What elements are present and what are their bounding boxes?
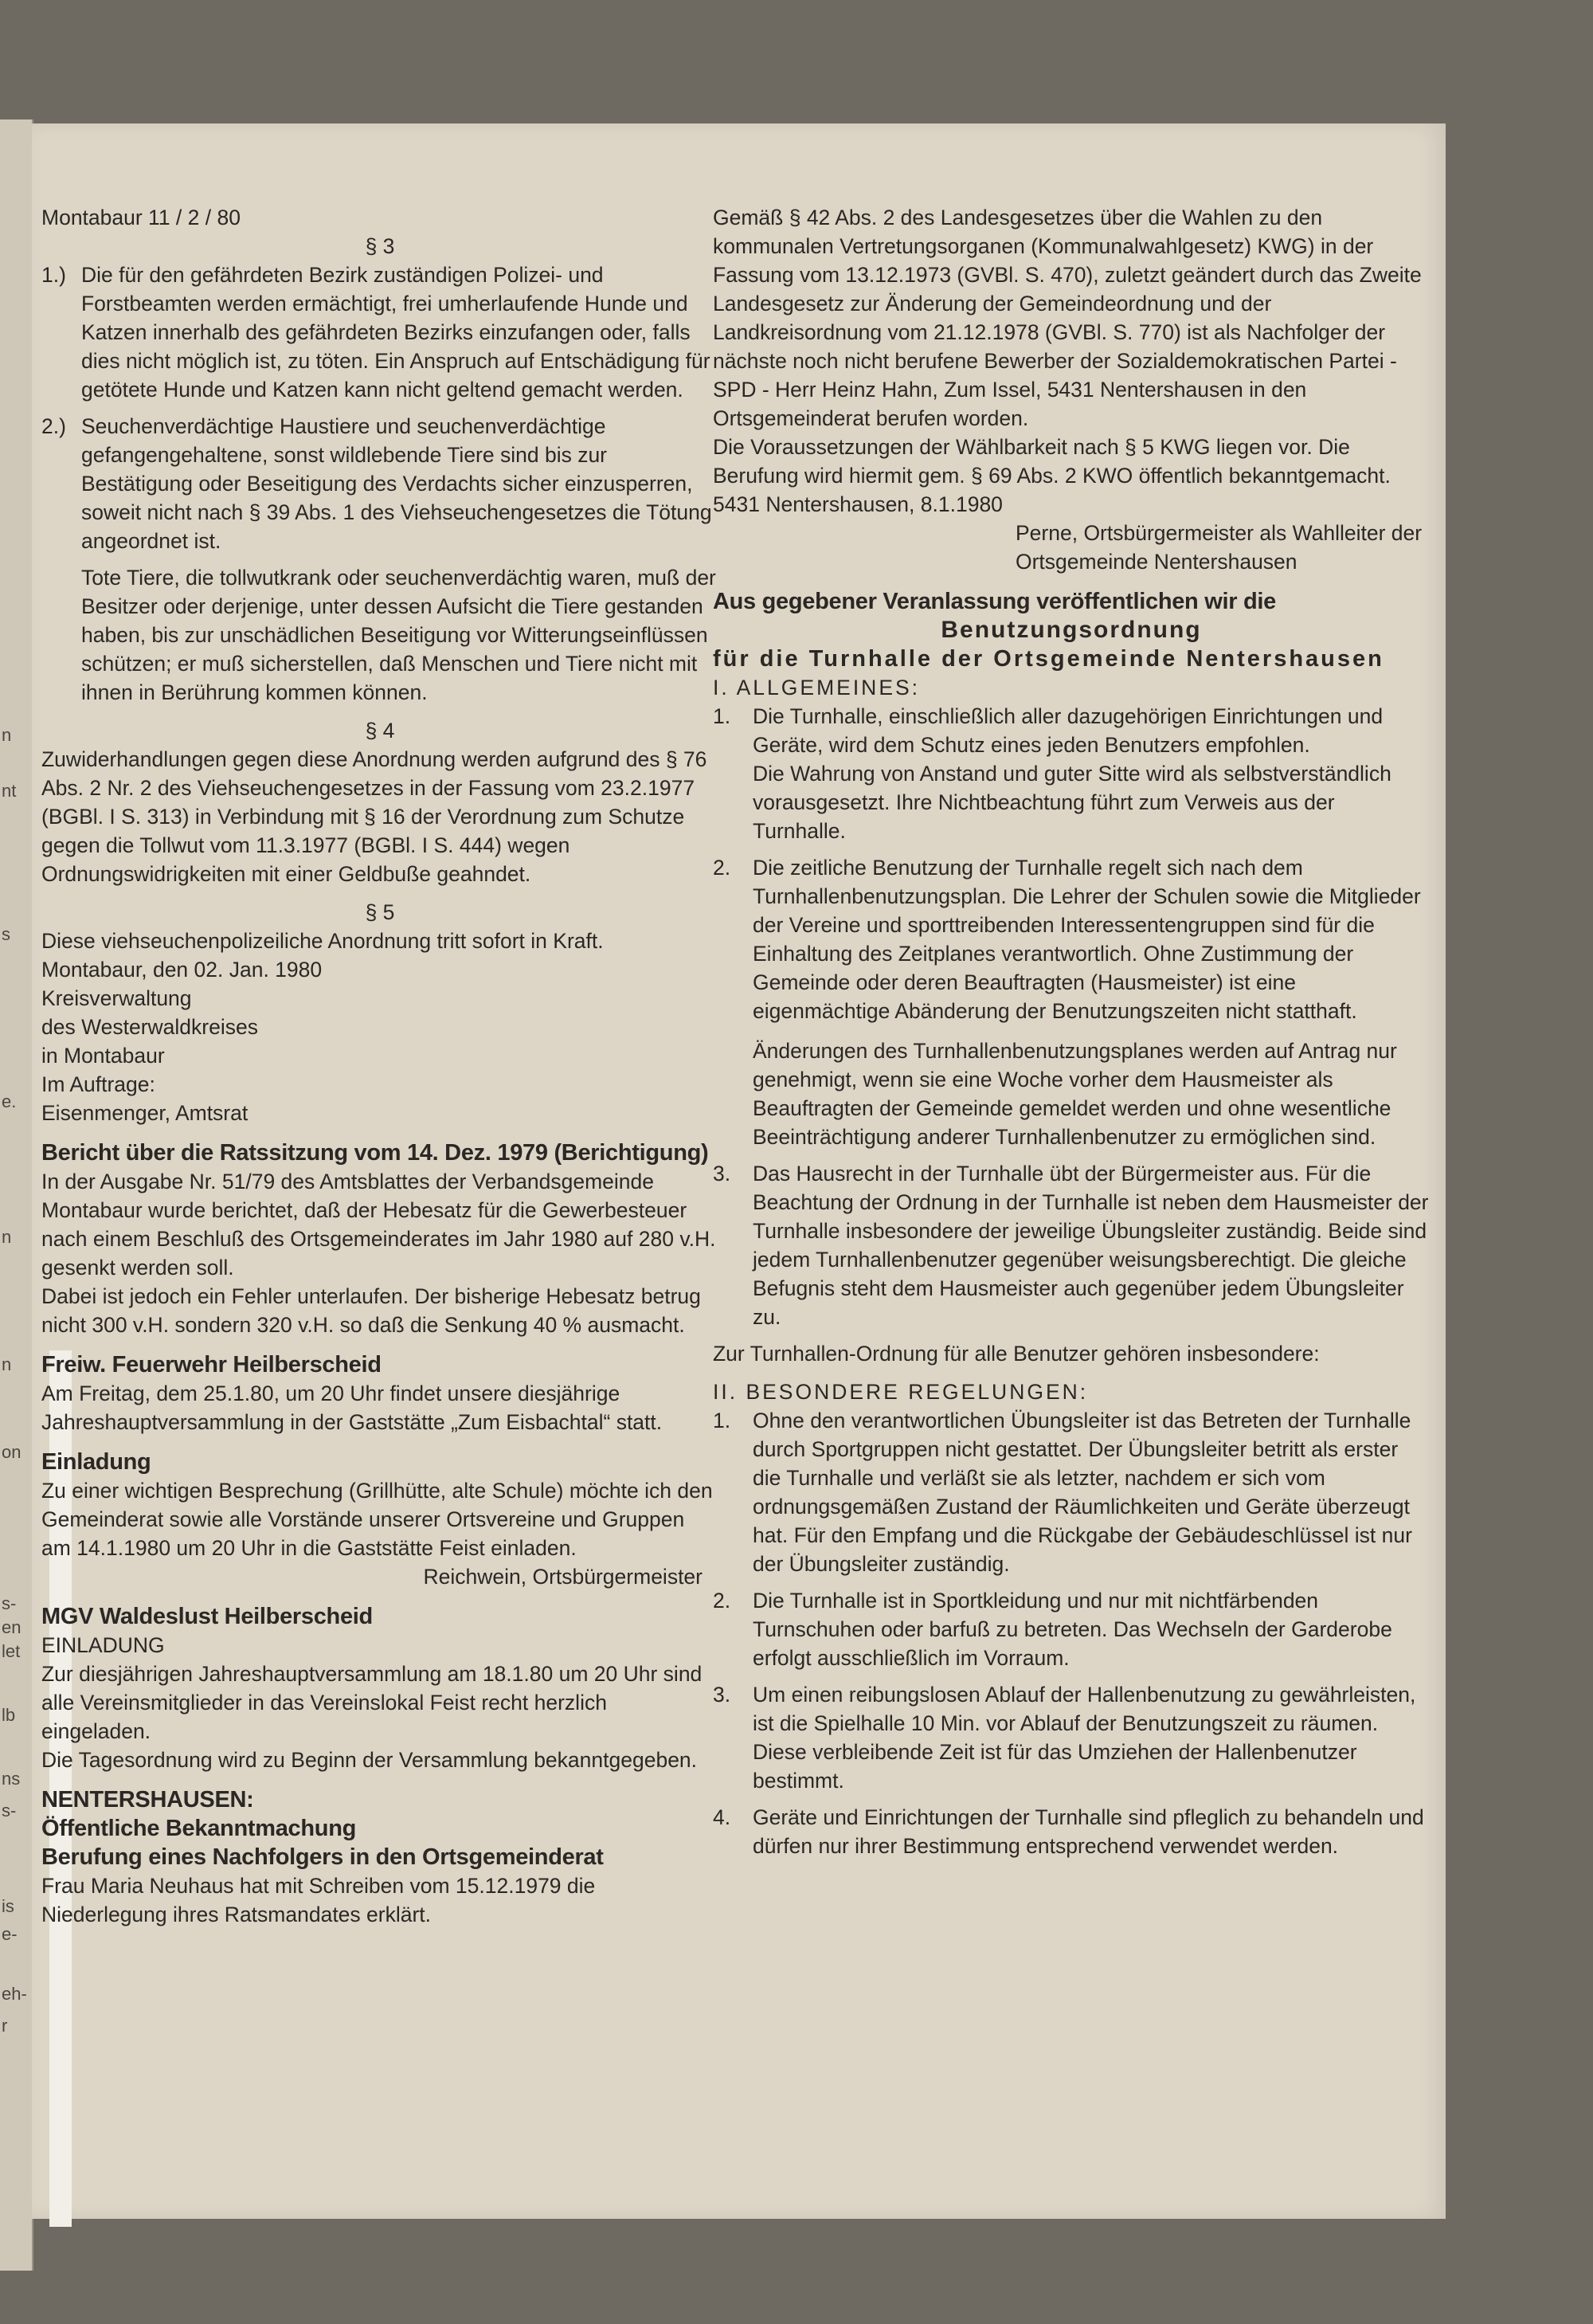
section-heading: I. ALLGEMEINES: [713, 676, 921, 700]
paragraph: Am Freitag, dem 25.1.80, um 20 Uhr findet unsere diesjährige Jahreshauptversammlung in der Gaststätte „Zum Eisbachtal“ statt. [41, 1381, 663, 1434]
paragraph: Die Tagesordnung wird zu Beginn der Versammlung bekanntgegeben. [41, 1748, 698, 1772]
item-number: 1. [713, 1409, 731, 1432]
prev-fragment: let [2, 1641, 21, 1661]
list-item [713, 1803, 1430, 1860]
prev-fragment: n [2, 725, 12, 745]
section-heading: § 4 [365, 719, 395, 743]
paragraph: Zur Turnhallen-Ordnung für alle Benutzer gehören insbesondere: [713, 1342, 1320, 1366]
prev-fragment: r [2, 2016, 8, 2036]
article-headline: Bericht über die Ratssitzung vom 14. Dez. 1979 (Berichtigung) [41, 1140, 709, 1166]
paragraph: Dabei ist jedoch ein Fehler unterlaufen. Der bisherige Hebesatz betrug nicht 300 v.H. sondern 320 v.H. so daß die Senkung 40 % ausmacht. [41, 1284, 701, 1337]
signature: Perne, Ortsbürgermeister als Wahlleiter der Ortsgemeinde Nentershausen [1016, 521, 1423, 574]
item-text: Die für den gefährdeten Bezirk zuständigen Polizei- und Forstbeamten werden ermächtigt, frei umherlaufende Hunde und Katzen innerhalb des gefährdeten Bezirks einzufangen oder, falls dies nicht möglich ist, zu töten. Ein Anspruch auf Entschädigung für getötete Hunde und Katzen kann nicht geltend gemacht werden. [81, 263, 710, 402]
paragraph: Die Voraussetzungen der Wählbarkeit nach § 5 KWG liegen vor. Die Berufung wird hiermit gem. § 69 Abs. 2 KWO öffentlich bekanntgemacht. [713, 435, 1391, 488]
prev-fragment: en [2, 1617, 22, 1637]
prev-fragment: e- [2, 1924, 18, 1944]
list-item [713, 1406, 1430, 1578]
item-text: Die Wahrung von Anstand und guter Sitte wird als selbstverständlich vorausgesetzt. Ihre Nichtbeachtung führt zum Verweis aus der Turnhalle. [753, 762, 1391, 843]
document-subtitle: für die Turnhalle der Ortsgemeinde Nentershausen [713, 646, 1384, 672]
left-column [41, 203, 718, 1929]
line: Eisenmenger, Amtsrat [41, 1101, 249, 1125]
item-text: Um einen reibungslosen Ablauf der Hallenbenutzung zu gewährleisten, ist die Spielhalle 10 Min. vor Ablauf der Benutzungszeit zu räumen. Diese verbleibende Zeit ist für das Umziehen der Hallenbenutzer bestimmt. [753, 1683, 1416, 1793]
prev-fragment: is [2, 1896, 14, 1916]
item-text: Geräte und Einrichtungen der Turnhalle sind pfleglich zu behandeln und dürfen nur ihrer Bestimmung entsprechend verwendet werden. [753, 1805, 1424, 1858]
line: Montabaur, den 02. Jan. 1980 [41, 958, 323, 982]
prev-fragment: lb [2, 1705, 16, 1725]
prev-fragment: on [2, 1442, 22, 1462]
item-number: 2. [713, 1589, 731, 1613]
paragraph: In der Ausgabe Nr. 51/79 des Amtsblattes der Verbandsgemeinde Montabaur wurde berichtet, daß der Hebesatz für die Gewerbesteuer nach einem Beschluß des Ortsgemeinderates im Jahr 1980 auf 280 v.H. gesenkt werden soll. [41, 1170, 716, 1280]
article-subheadline: Öffentliche Bekanntmachung [41, 1816, 357, 1841]
list-item [713, 702, 1430, 845]
line: in Montabaur [41, 1044, 165, 1068]
item-number: 1. [713, 704, 731, 728]
item-text: Die zeitliche Benutzung der Turnhalle regelt sich nach dem Turnhallenbenutzungsplan. Die Lehrer der Schulen sowie die Mitglieder der Vereine und sporttreibenden Interessentengruppen sind für die Einhaltung des Zeitplanes verantwortlich. Ohne Zustimmung der Gemeinde oder deren Beauftragten (Hausmeister) ist eine eigenmächtige Abänderung der Benutzungszeiten nicht statthaft. [753, 856, 1421, 1023]
article-headline: Einladung [41, 1449, 151, 1475]
date-header: Montabaur 11 / 2 / 80 [41, 206, 241, 229]
section-heading: II. BESONDERE REGELUNGEN: [713, 1380, 1089, 1404]
paragraph: Zur diesjährigen Jahreshauptversammlung am 18.1.80 um 20 Uhr sind alle Vereinsmitglieder in das Vereinslokal Feist recht herzlich eingeladen. [41, 1662, 703, 1743]
previous-page-edge [0, 120, 33, 2271]
paragraph: Frau Maria Neuhaus hat mit Schreiben vom 15.12.1979 die Niederlegung ihres Ratsmandates erklärt. [41, 1874, 596, 1926]
paragraph: Tote Tiere, die tollwutkrank oder seuchenverdächtig waren, muß der Besitzer oder derjenige, unter dessen Aufsicht die Tiere gestanden haben, bis zur unschädlichen Beseitigung vor Witterungseinflüssen schützen; er muß sicherstellen, daß Menschen und Tiere nicht mit ihnen in Berührung kommen können. [81, 566, 716, 704]
item-text: Ohne den verantwortlichen Übungsleiter ist das Betreten der Turnhalle durch Sportgruppen nicht gestattet. Der Übungsleiter betritt als erster die Turnhalle und verläßt sie als letzter, nachdem er sich vom ordnungsgemäßen Zustand der Räumlichkeiten und Geräte überzeugt hat. Für den Empfang und die Rückgabe der Gebäudeschlüssel ist nur der Übungsleiter zuständig. [753, 1409, 1412, 1576]
list-item [713, 1159, 1430, 1331]
paragraph: Gemäß § 42 Abs. 2 des Landesgesetzes über die Wahlen zu den kommunalen Vertretungsorganen (Kommunalwahlgesetz) KWG) in der Fassung vom 13.12.1973 (GVBl. S. 470), zuletzt geändert durch das Zweite Landesgesetz zur Änderung der Gemeindeordnung und der Landkreisordnung vom 21.12.1978 (GVBl. S. 770) ist als Nachfolger der nächste noch nicht berufene Bewerber der Sozialdemokratischen Partei - SPD - Herr Heinz Hahn, Zum Issel, 5431 Nentershausen in den Ortsgemeinderat berufen worden. [713, 206, 1422, 430]
line: Diese viehseuchenpolizeiliche Anordnung tritt sofort in Kraft. [41, 929, 604, 953]
prev-fragment: s- [2, 1801, 17, 1820]
section-heading: § 5 [365, 900, 395, 924]
prev-fragment: nt [2, 781, 17, 801]
prev-fragment: n [2, 1354, 12, 1374]
item-number: 3. [713, 1162, 731, 1186]
paragraph: Zu einer wichtigen Besprechung (Grillhütte, alte Schule) möchte ich den Gemeinderat sowie alle Vorstände unserer Ortsvereine und Gruppen am 14.1.1980 um 20 Uhr in die Gaststätte Feist einladen. [41, 1479, 713, 1560]
list-item [713, 1680, 1430, 1795]
article-headline: Freiw. Feuerwehr Heilberscheid [41, 1352, 382, 1378]
list-item [41, 261, 718, 404]
prev-fragment: ns [2, 1769, 21, 1789]
article-headline: Aus gegebener Veranlassung veröffentlichen wir die [713, 589, 1276, 614]
list-item [713, 853, 1430, 1151]
section-heading: § 3 [365, 234, 395, 258]
item-number: 2. [713, 856, 731, 880]
item-text: Änderungen des Turnhallenbenutzungsplanes werden auf Antrag nur genehmigt, wenn sie eine Woche vorher dem Hausmeister als Beauftragten der Gemeinde gemeldet werden und ohne wesentliche Beeinträchtigung anderer Turnhallenbenutzer zu ermöglichen sind. [753, 1039, 1397, 1149]
article-headline: NENTERSHAUSEN: [41, 1787, 254, 1813]
list-item [41, 412, 718, 555]
line: Im Auftrage: [41, 1072, 155, 1096]
prev-fragment: s [2, 924, 10, 944]
item-text: Die Turnhalle ist in Sportkleidung und nur mit nichtfärbenden Turnschuhen oder barfuß zu betreten. Das Wechseln der Garderobe erfolgt ausschließlich im Vorraum. [753, 1589, 1392, 1670]
subheading: EINLADUNG [41, 1633, 165, 1657]
right-column [713, 203, 1430, 1868]
newsletter-page [32, 123, 1446, 2219]
line: Kreisverwaltung [41, 986, 192, 1010]
article-subheadline: Berufung eines Nachfolgers in den Ortsgemeinderat [41, 1844, 604, 1870]
item-number: 2.) [41, 414, 66, 438]
item-text: Seuchenverdächtige Haustiere und seuchenverdächtige gefangengehaltene, sonst wildlebende Tiere sind bis zur Bestätigung oder Beseitigung des Verdachts sicher einzusperren, soweit nicht nach § 39 Abs. 1 des Viehseuchengesetzes die Tötung angeordnet ist. [81, 414, 712, 553]
signature: Reichwein, Ortsbürgermeister [423, 1565, 703, 1589]
prev-fragment: n [2, 1227, 12, 1247]
document-title: Benutzungsordnung [941, 617, 1202, 643]
place-date: 5431 Nentershausen, 8.1.1980 [713, 492, 1003, 516]
item-text: Die Turnhalle, einschließlich aller dazugehörigen Einrichtungen und Geräte, wird dem Schutz eines jeden Benutzers empfohlen. [753, 704, 1384, 757]
list-item [713, 1586, 1430, 1672]
prev-fragment: s- [2, 1593, 17, 1613]
article-headline: MGV Waldeslust Heilberscheid [41, 1604, 373, 1629]
item-text: Das Hausrecht in der Turnhalle übt der Bürgermeister aus. Für die Beachtung der Ordnung in der Turnhalle ist neben dem Hausmeister der Turnhalle insbesondere der jeweilige Übungsleiter zuständig. Beide sind jedem Turnhallenbenutzer gegenüber weisungsberechtigt. Die gleiche Befugnis steht dem Hausmeister auch gegenüber jedem Übungsleiter zu. [753, 1162, 1429, 1329]
prev-fragment: e. [2, 1091, 17, 1111]
item-number: 3. [713, 1683, 731, 1707]
prev-fragment: eh- [2, 1984, 27, 2004]
item-number: 1.) [41, 263, 66, 287]
paragraph: Zuwiderhandlungen gegen diese Anordnung werden aufgrund des § 76 Abs. 2 Nr. 2 des Viehseuchengesetzes in der Fassung vom 23.2.1977 (BGBl. I S. 313) in Verbindung mit § 16 der Verordnung zum Schutze gegen die Tollwut vom 11.3.1977 (BGBl. I S. 444) wegen Ordnungswidrigkeiten mit einer Geldbuße geahndet. [41, 747, 707, 886]
line: des Westerwaldkreises [41, 1015, 258, 1039]
item-number: 4. [713, 1805, 731, 1829]
